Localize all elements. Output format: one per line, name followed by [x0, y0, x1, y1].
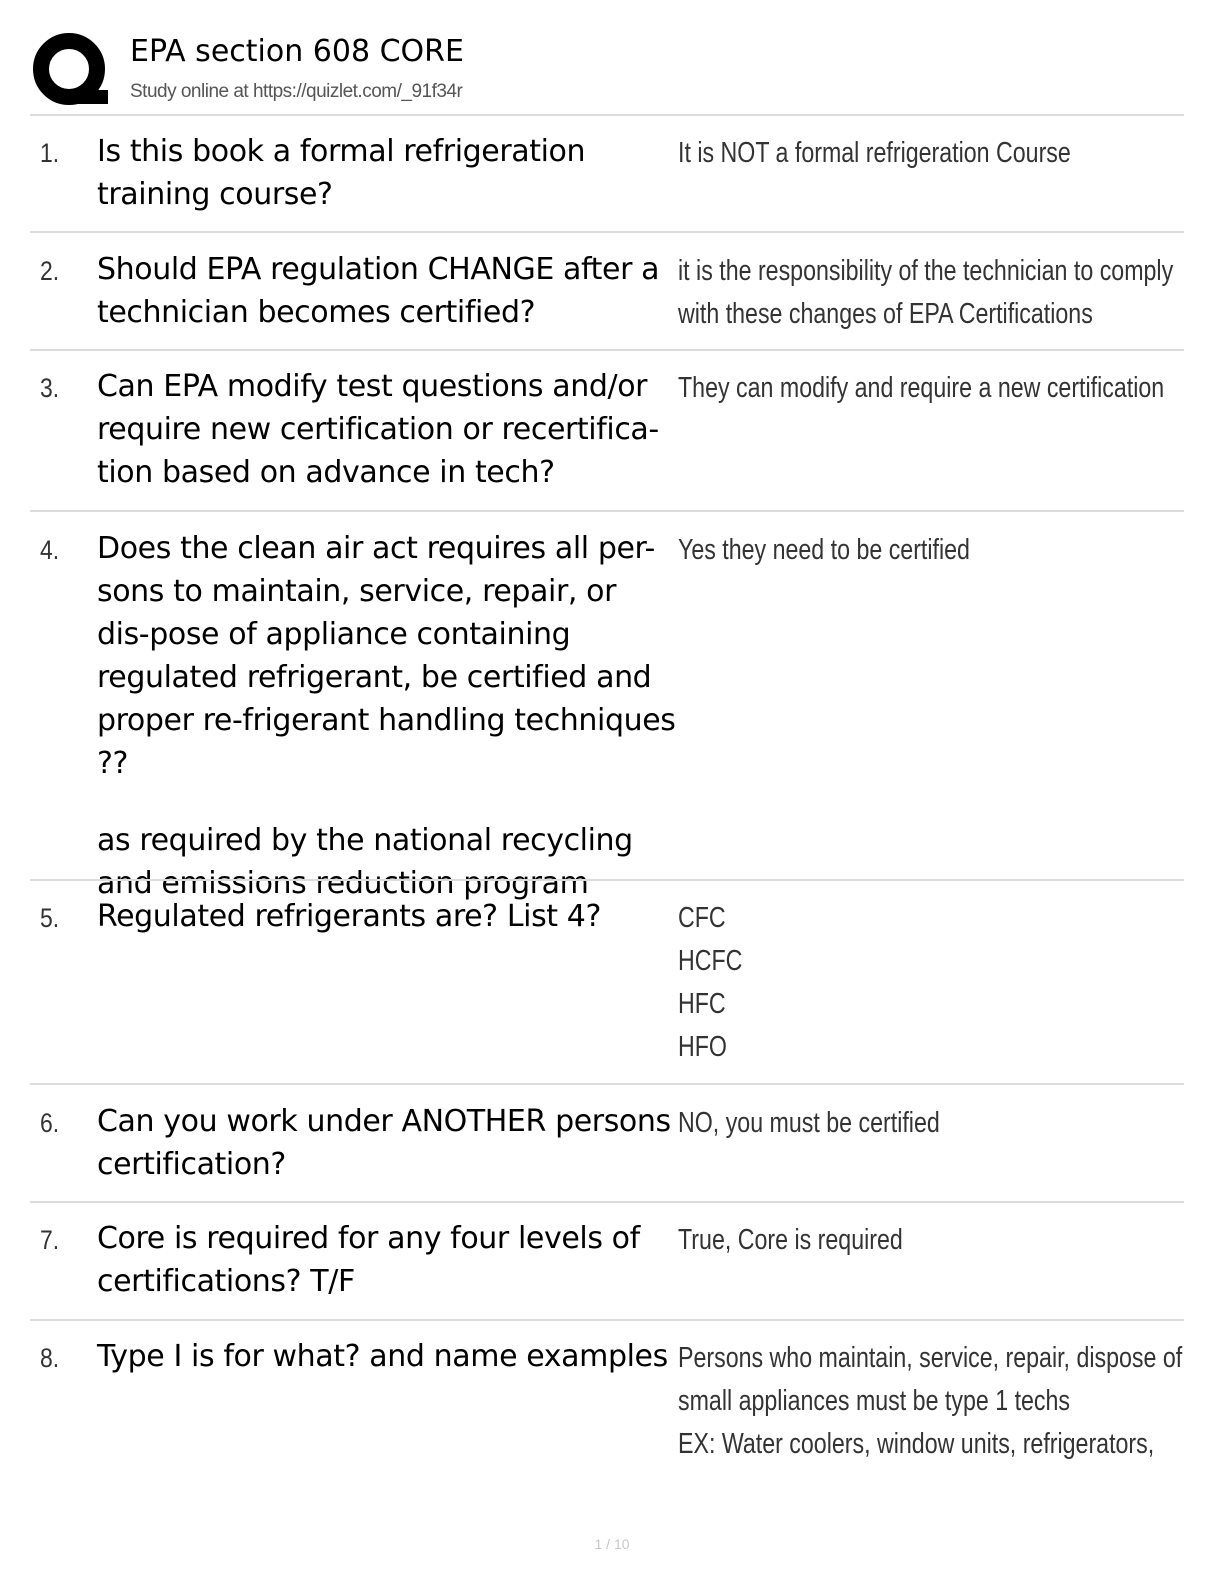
divider	[30, 349, 1184, 351]
definition-line: with these changes of EPA Certifications	[678, 298, 1093, 330]
flashcard-row	[30, 1088, 1184, 1200]
flashcard-row	[30, 883, 1184, 1083]
card-number: 4.	[40, 535, 60, 565]
set-title: EPA section 608 CORE	[130, 34, 464, 69]
card-term	[97, 130, 677, 216]
card-term	[97, 248, 677, 334]
divider	[30, 1319, 1184, 1321]
definition-line: it is the responsibility of the technician to comply	[678, 255, 1174, 287]
card-term	[97, 1335, 677, 1378]
divider	[30, 1083, 1184, 1085]
definition-line: It is NOT a formal refrigeration Course	[678, 137, 1071, 169]
definition-line: Persons who maintain, service, repair, dispose of	[678, 1342, 1183, 1374]
divider	[30, 231, 1184, 233]
card-definition	[678, 1102, 1126, 1145]
term-text: Can you work under ANOTHER persons certification?	[97, 1104, 671, 1182]
term-text: Core is required for any four levels of certifications? T/F	[97, 1221, 640, 1299]
study-online-url: Study online at https://quizlet.com/_91f34r	[130, 81, 463, 102]
card-term	[97, 527, 677, 905]
card-definition	[678, 1337, 1183, 1466]
card-definition	[678, 897, 1126, 1069]
flashcard-row	[30, 236, 1184, 348]
card-term	[97, 365, 677, 494]
flashcard-row	[30, 515, 1184, 901]
divider	[30, 510, 1184, 512]
divider	[30, 879, 1184, 881]
flashcard-row	[30, 118, 1184, 230]
flashcard-row	[30, 1205, 1184, 1317]
definition-line: NO, you must be certified	[678, 1107, 940, 1139]
definition-line: True, Core is required	[678, 1224, 903, 1256]
definition-line: They can modify and require a new certification	[678, 372, 1165, 404]
definition-line: Yes they need to be certified	[678, 534, 970, 566]
card-number: 2.	[40, 256, 60, 286]
term-text: Should EPA regulation CHANGE after a technician becomes certified?	[97, 252, 660, 330]
card-definition	[678, 250, 1174, 336]
definition-line: HCFC	[678, 945, 743, 977]
card-number: 6.	[40, 1108, 60, 1138]
card-number: 1.	[40, 138, 60, 168]
card-number: 8.	[40, 1343, 60, 1373]
term-text: Can EPA modify test questions and/or require new certification or recertifica-tion based on advance in tech?	[97, 369, 659, 490]
card-number: 7.	[40, 1225, 60, 1255]
term-text: Type I is for what? and name examples	[97, 1339, 668, 1374]
card-term	[97, 895, 677, 938]
flashcard-row	[30, 353, 1184, 509]
card-term	[97, 1217, 677, 1303]
term-text: as required by the national recycling and emissions reduction program	[97, 823, 633, 901]
card-definition	[678, 529, 1126, 572]
term-text: Does the clean air act requires all per-sons to maintain, service, repair, or dis-pose of appliance containing regulated refrigerant, be certified and proper re-frigerant handling techniques ??	[97, 531, 676, 781]
definition-line: HFC	[678, 988, 726, 1020]
page-number: 1 / 10	[594, 1536, 630, 1552]
card-term	[97, 1100, 677, 1186]
card-definition	[678, 1219, 1126, 1262]
definition-line: small appliances must be type 1 techs	[678, 1385, 1071, 1417]
quizlet-logo-icon	[32, 32, 110, 110]
definition-line: EX: Water coolers, window units, refrigerators,	[678, 1428, 1155, 1460]
card-number: 5.	[40, 903, 60, 933]
card-number: 3.	[40, 373, 60, 403]
flashcard-row	[30, 1323, 1184, 1473]
divider	[30, 1201, 1184, 1203]
page-header	[30, 28, 1184, 114]
definition-line: CFC	[678, 902, 726, 934]
card-definition	[678, 367, 1165, 410]
term-text: Regulated refrigerants are? List 4?	[97, 899, 602, 934]
divider	[30, 114, 1184, 116]
term-text: Is this book a formal refrigeration training course?	[97, 134, 586, 212]
definition-line: HFO	[678, 1031, 727, 1063]
card-definition	[678, 132, 1126, 175]
